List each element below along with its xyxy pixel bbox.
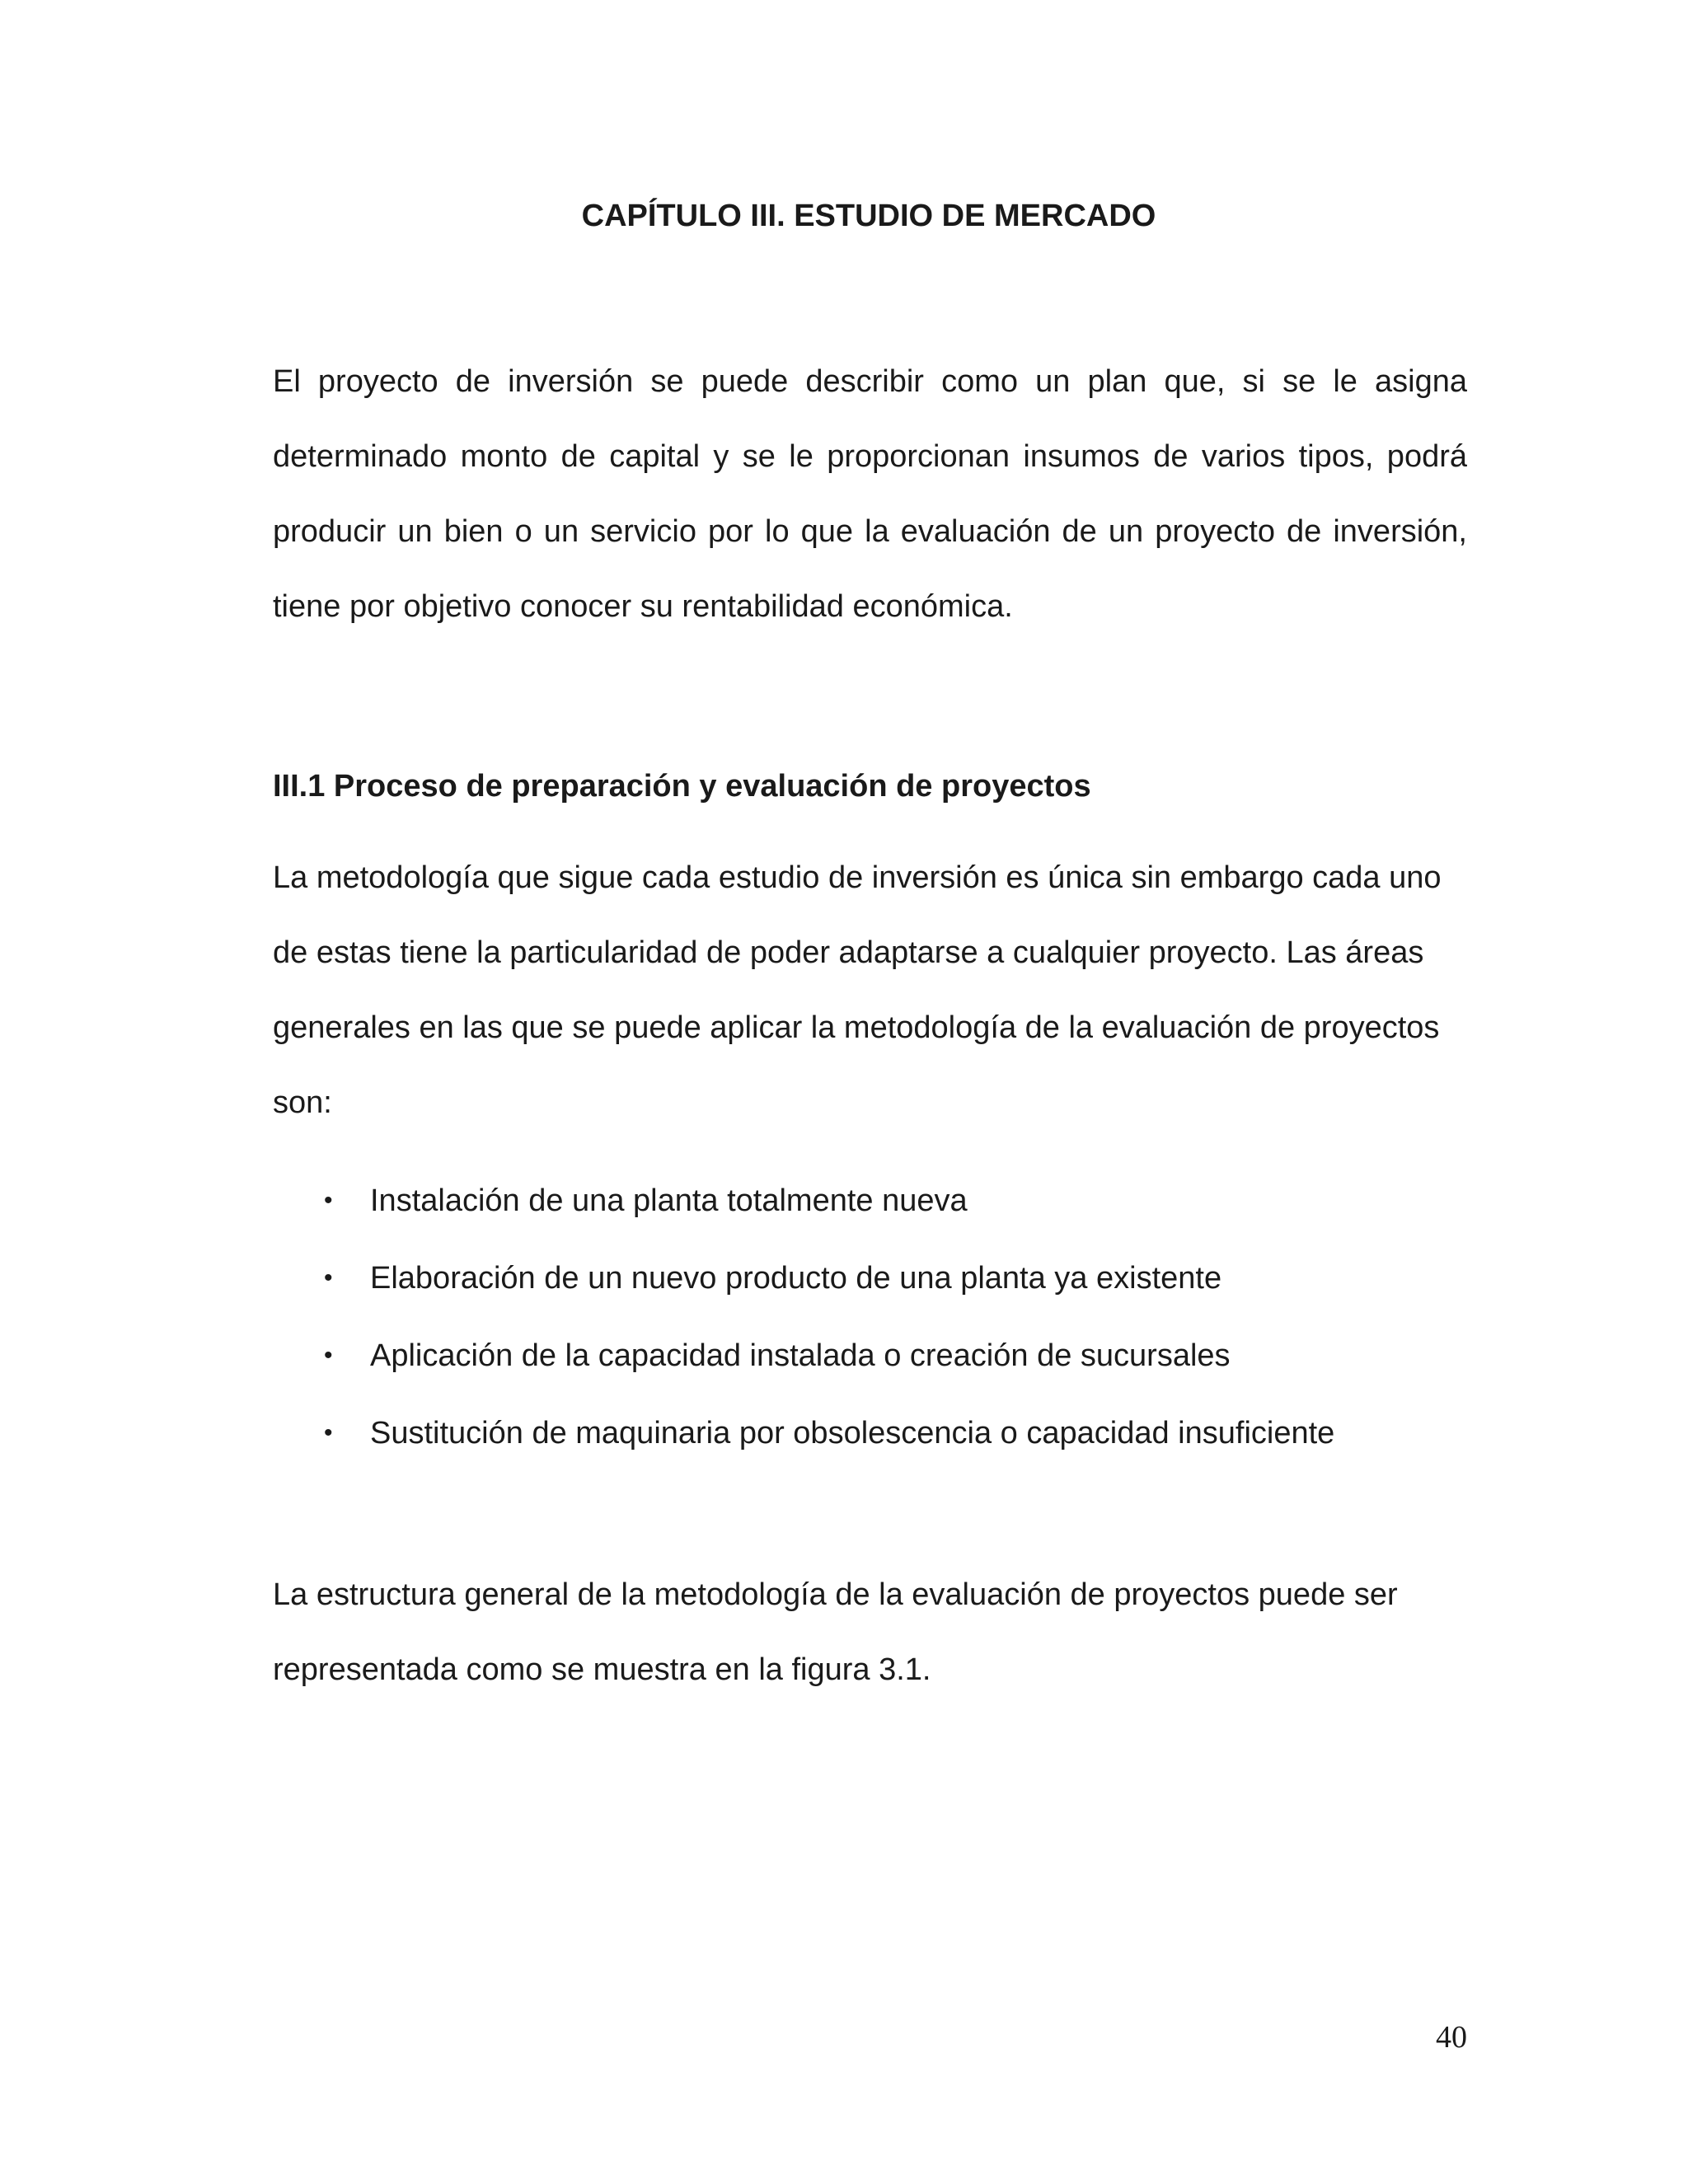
bullet-icon: •	[324, 1264, 333, 1291]
list-item-text: Instalación de una planta totalmente nueva	[370, 1183, 968, 1218]
list-item	[273, 1394, 1467, 1472]
section-paragraph: La metodología que sigue cada estudio de inversión es única sin embargo cada uno de estas tiene la particularidad de poder adaptarse a cualquier proyecto. Las áreas generales en las que se puede aplicar la metodología de la evaluación de proyectos son:	[273, 860, 1442, 1120]
list-item-text: Elaboración de un nuevo producto de una planta ya existente	[370, 1261, 1222, 1296]
closing-paragraph: La estructura general de la metodología de la evaluación de proyectos puede ser representada como se muestra en la figura 3.1.	[273, 1577, 1398, 1687]
list-item-text: Aplicación de la capacidad instalada o creación de sucursales	[370, 1338, 1231, 1373]
section-heading: III.1 Proceso de preparación y evaluación de proyectos	[273, 769, 1091, 804]
list-item	[273, 1317, 1467, 1394]
bullet-icon: •	[324, 1342, 333, 1369]
bullet-list	[273, 1162, 1467, 1472]
intro-paragraph: El proyecto de inversión se puede describir como un plan que, si se le asigna determinado monto de capital y se le proporcionan insumos de varios tipos, podrá producir un bien o un servicio por lo que la evaluación de un proyecto de inversión, tiene por objetivo conocer su rentabilidad económica.	[273, 364, 1467, 624]
list-item	[273, 1162, 1467, 1240]
bullet-icon: •	[324, 1419, 333, 1446]
bullet-icon: •	[324, 1187, 333, 1214]
chapter-title: CAPÍTULO III. ESTUDIO DE MERCADO	[581, 199, 1156, 233]
list-item	[273, 1240, 1467, 1317]
page-number: 40	[1436, 2020, 1467, 2055]
list-item-text: Sustitución de maquinaria por obsolescencia o capacidad insuficiente	[370, 1416, 1335, 1451]
